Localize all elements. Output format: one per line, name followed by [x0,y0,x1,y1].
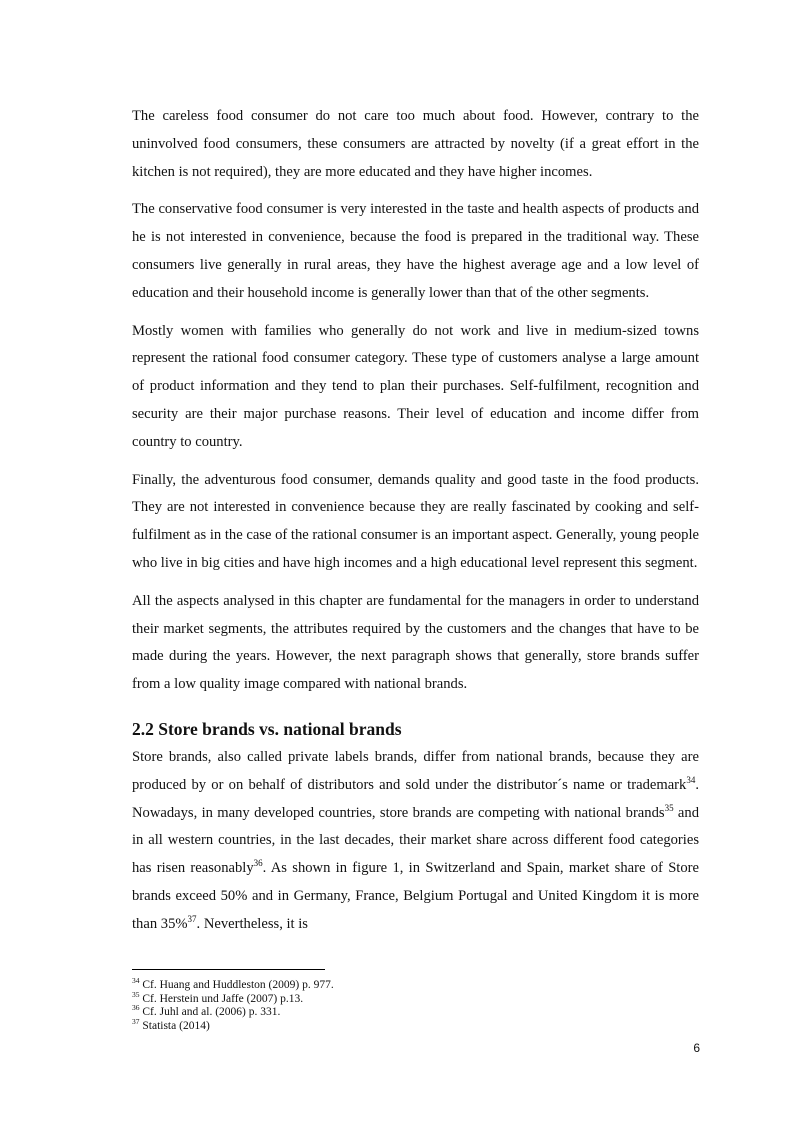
paragraph-conservative-consumer: The conservative food consumer is very interested in the taste and health aspects of products and he is not interested in convenience, because the food is prepared in the traditional way. These consumers live generally in rural areas, they have the highest average age and a low level of education and their household income is generally lower than that of the other segments. [132,201,699,301]
footnotes [132,976,699,1033]
footnote-text: Cf. Huang and Huddleston (2009) p. 977. [139,979,334,991]
footnote-ref-35[interactable]: 35 [664,802,674,813]
paragraph-store-brands [132,744,699,939]
body-text [132,103,699,949]
footnote-ref-37[interactable]: 37 [187,913,197,924]
footnote-text: Cf. Juhl and al. (2006) p. 331. [139,1006,281,1019]
paragraph-chapter-summary: All the aspects analysed in this chapter are fundamental for the managers in order to understand their market segments, the attributes required by the customers and the changes that have to be made during the years. However, the next paragraph shows that generally, store brands suffer from a low quality image compared with national brands. [132,592,699,693]
footnote-text: Cf. Herstein und Jaffe (2007) p.13. [139,992,304,1005]
footnote-36 [132,1003,699,1020]
footnote-number: 34 [132,976,140,986]
footnote-number: 36 [132,1003,140,1013]
paragraph-careless-consumer: The careless food consumer do not care too much about food. However, contrary to the uninvolved food consumers, these consumers are attracted by novelty (if a great effort in the kitchen is not required), they are more educated and they have higher incomes. [132,108,699,180]
footnote-ref-34[interactable]: 34 [686,774,696,785]
text-segment: and in all western countries, in the last decades, their market share across different food categories has risen reasonably [132,804,699,877]
text-segment: Store brands, also called private labels brands, differ from national brands, because they are produced by or on behalf of distributors and sold under the distributor´s name or trademark [132,748,699,793]
footnote-separator [132,969,325,970]
footnote-text: Statista (2014) [139,1019,210,1032]
section-heading: 2.2 Store brands vs. national brands [132,718,402,739]
footnote-34 [132,976,699,993]
footnote-number: 37 [132,1016,140,1026]
page-number: 6 [693,1041,700,1055]
footnote-ref-36[interactable]: 36 [253,858,263,869]
paragraph-adventurous-consumer: Finally, the adventurous food consumer, demands quality and good taste in the food products. They are not interested in convenience because they are really fascinated by cooking and self-fulfilment as in the case of the rational consumer is an important aspect. Generally, young people who live in big cities and have high incomes and a high educational level represent this segment. [132,471,699,571]
footnote-35 [132,989,699,1007]
paragraph-rational-consumer: Mostly women with families who generally do not work and live in medium-sized towns represent the rational food consumer category. These type of customers analyse a large amount of product information and they tend to plan their purchases. Self-fulfilment, recognition and security are their major purchase reasons. Their level of education and income differ from country to country. [132,322,699,450]
footnote-number: 35 [132,989,140,999]
text-segment: . Nevertheless, it is [196,915,308,932]
text-segment: . As shown in figure 1, in Switzerland and Spain, market share of Store brands exceed 50% and in Germany, France, Belgium Portugal and United Kingdom it is more than 35% [132,860,699,932]
footnote-37 [132,1016,699,1034]
text-segment: . Nowadays, in many developed countries, store brands are competing with national brands [132,776,699,821]
